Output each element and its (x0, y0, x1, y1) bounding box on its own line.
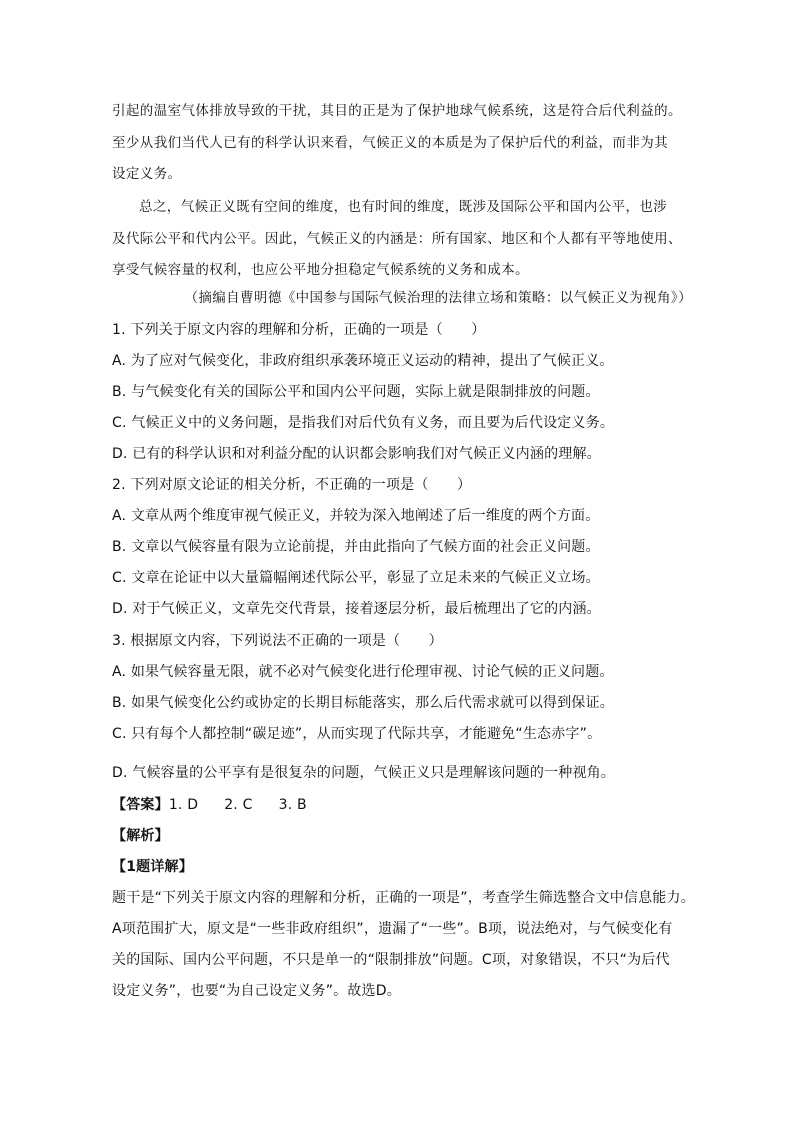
passage-source (112, 283, 698, 315)
passage-line: 引起的温室气体排放导致的干扰，其目的正是为了保护地球气候系统，这是符合后代利益的。 (112, 103, 682, 119)
answer-section (112, 790, 692, 883)
answer-value: 1. D (168, 797, 199, 813)
question-stem: 1. 下列关于原文内容的理解和分析，正确的一项是（ ） (112, 322, 486, 338)
question-1 (112, 315, 692, 470)
option-c: C. 文章在论证中以大量篇幅阐述代际公平，彰显了立足未来的气候正义立场。 (112, 570, 600, 586)
option-a: A. 文章从两个维度审视气候正义，并较为深入地阐述了后一维度的两个方面。 (112, 508, 600, 524)
answer-value: 2. C (224, 797, 253, 813)
passage-paragraph-2 (112, 192, 692, 287)
option-d: D. 气候容量的公平享有是很复杂的问题，气候正义只是理解该问题的一种视角。 (112, 765, 616, 781)
option-b: B. 与气候变化有关的国际公平和国内公平问题，实际上就是限制排放的问题。 (112, 384, 600, 400)
analysis-line: 题干是“下列关于原文内容的理解和分析，正确的一项是”，考查学生筛选整合文中信息能力。 (112, 890, 695, 906)
option-a: A. 为了应对气候变化，非政府组织承袭环境正义运动的精神，提出了气候正义。 (112, 353, 614, 369)
answer-value: 3. B (278, 797, 307, 813)
passage-line: 享受气候容量的权利，也应公平地分担稳定气候系统的义务和成本。 (112, 262, 529, 278)
passage-line: 总之，气候正义既有空间的维度，也有时间的维度，既涉及国际公平和国内公平，也涉 (139, 199, 668, 215)
analysis-line: 设定义务”，也要“为自己设定义务”。故选D。 (112, 983, 401, 999)
passage-paragraph-1 (112, 96, 692, 191)
question-stem: 3. 根据原文内容，下列说法不正确的一项是（ ） (112, 633, 443, 649)
option-b: B. 如果气候变化公约或协定的长期目标能落实，那么后代需求就可以得到保证。 (112, 695, 614, 711)
analysis-body (112, 883, 695, 1007)
option-c: C. 气候正义中的义务问题，是指我们对后代负有义务，而且要为后代设定义务。 (112, 415, 615, 431)
option-c: C. 只有每个人都控制“碳足迹”，从而实现了代际共享，才能避免“生态赤字”。 (112, 726, 602, 742)
answer-label: 【答案】 (112, 797, 169, 813)
source-citation: （摘编自曹明德《中国参与国际气候治理的法律立场和策略：以气候正义为视角》） (184, 290, 692, 306)
question-2 (112, 470, 692, 625)
question-stem: 2. 下列对原文论证的相关分析，不正确的一项是（ ） (112, 477, 472, 493)
passage-line: 设定义务。 (112, 166, 182, 182)
answer-line (112, 790, 692, 821)
analysis-line: 关的国际、国内公平问题，不只是单一的“限制排放”问题。C项，对象错误，不只“为后代 (112, 952, 670, 968)
option-a: A. 如果气候容量无限，就不必对气候变化进行伦理审视、讨论气候的正义问题。 (112, 664, 614, 680)
option-d: D. 对于气候正义，文章先交代背景，接着逐层分析，最后梳理出了它的内涵。 (112, 601, 601, 617)
passage-line: 及代际公平和代内公平。因此，气候正义的内涵是：所有国家、地区和个人都有平等地使用、 (112, 230, 682, 247)
question-3 (112, 626, 692, 789)
passage-line: 至少从我们当代人已有的科学认识来看，气候正义的本质是为了保护后代的利益，而非为其 (112, 134, 668, 151)
analysis-subheading: 【1题详解】 (112, 859, 193, 875)
option-d: D. 已有的科学认识和对利益分配的认识都会影响我们对气候正义内涵的理解。 (112, 446, 601, 462)
option-b: B. 文章以气候容量有限为立论前提，并由此指向了气候方面的社会正义问题。 (112, 539, 600, 555)
analysis-line: A项范围扩大，原文是“一些非政府组织”，遗漏了“一些”。B项，说法绝对，与气候变化有 (112, 921, 673, 937)
analysis-label: 【解析】 (112, 828, 169, 844)
